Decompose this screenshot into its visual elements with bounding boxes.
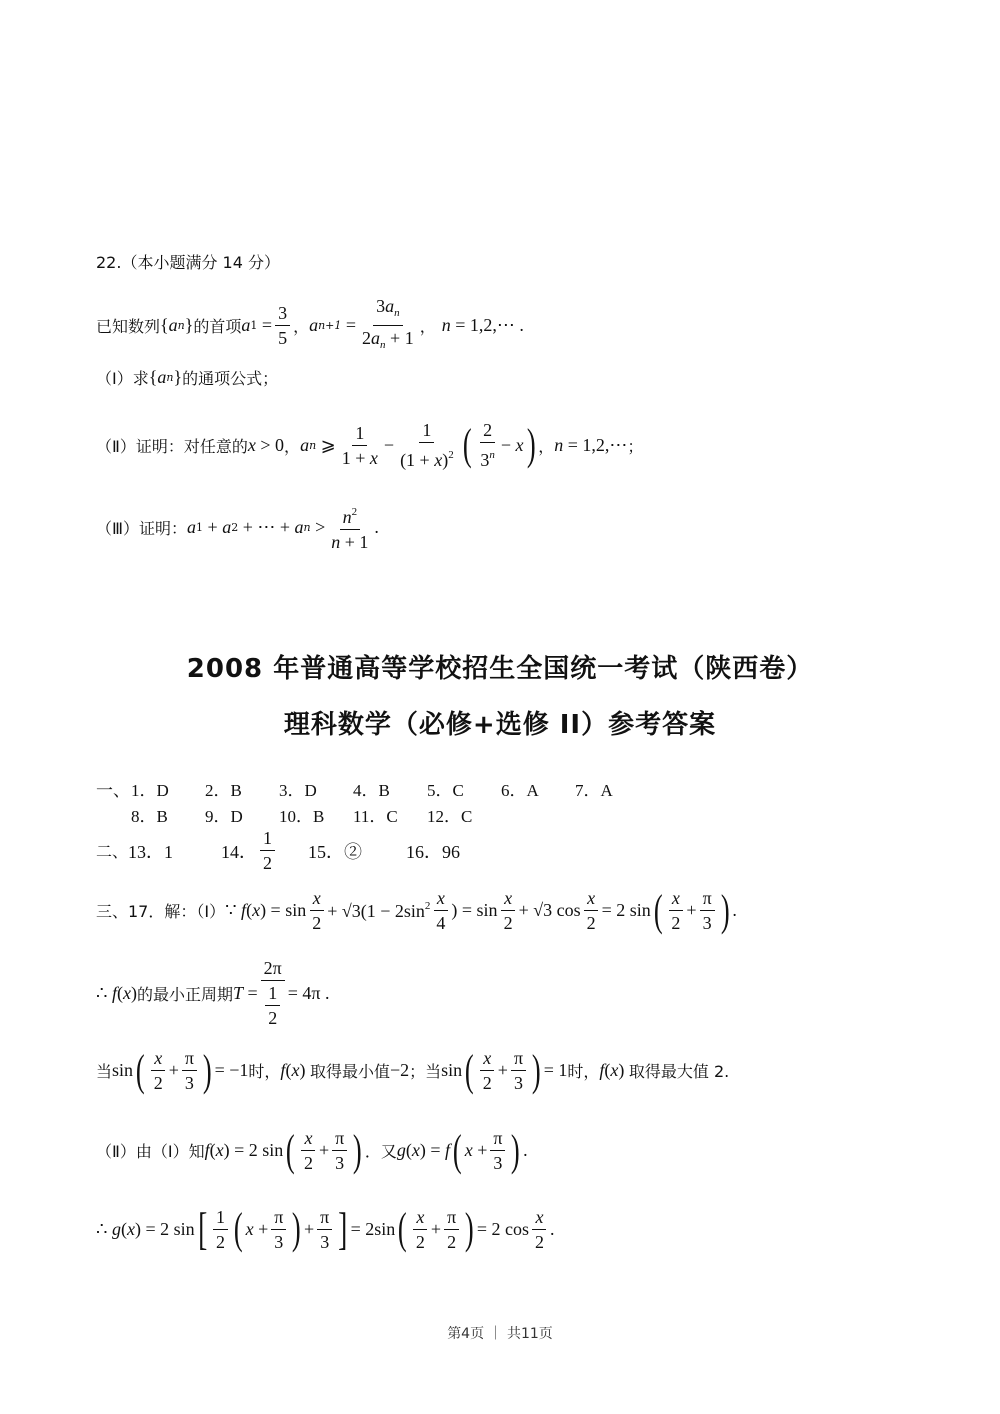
answer-9: 9．D — [205, 807, 243, 826]
section2-row: 二、 13．1 14． $\frac{1}{2}$ 15．② 16．96 — [96, 828, 461, 873]
answer-title-line2: 理科数学（必修+选修 II）参考答案 — [283, 710, 717, 740]
problem-22-part2: （Ⅱ）证明：对任意的 x > 0 ， a n ⩾ $\frac{1}{1 + x}$ − $\frac{1}{(1 + x)^2}$ ( $\frac{2}{3^n}$ − x ) ， n = 1,2,⋯ ； — [96, 420, 644, 470]
section1-label: 一、 — [96, 781, 130, 800]
solution17-part2: （Ⅱ）由（Ⅰ）知 f (x) = 2 sin ( $\frac{x}{2}$ + $\frac{\pi}{3}$ ) ．又 g (x) = f ( x + $\frac{\pi}{3}$ ) . — [96, 1125, 528, 1175]
answer-1: 1．D — [131, 781, 169, 800]
solution17-line1: 三、17．解：（Ⅰ） ∵ f (x) = sin $\frac{x}{2}$ + $√3(1 - 2\sin^2$ $\frac{x}{4}$ ) = sin $\frac{x}{2}$ + √3 cos $\frac{x}{2}$ = 2 sin ( $\frac{x}{2}$ + $\frac{\pi}{3}$ ) . — [96, 885, 737, 935]
problem-22-given: 已知数列 { a n } 的首项 a 1 = $\frac{3}{5}$ ， a n+1 = $\frac{3a_n}{2a_n + 1}$ ， n = 1,2,⋯ . — [96, 296, 524, 351]
answer-6: 6．A — [501, 781, 539, 800]
problem-22-part3: （Ⅲ）证明： a 1 + a 2 + ⋯ + a n > $\frac{n^2}{n + 1}$ . — [96, 502, 379, 552]
answer-2: 2．B — [205, 781, 242, 800]
answer-13: 13．1 — [128, 841, 174, 862]
problem-22-part1: （Ⅰ）求 { a n } 的通项公式； — [96, 367, 279, 388]
answer-11: 11．C — [353, 807, 398, 826]
answer-8: 8．B — [131, 807, 168, 826]
answer-10: 10．B — [279, 807, 325, 826]
solution17-extrema: 当 sin ( $\frac{x}{2}$ + $\frac{\pi}{3}$ ) = −1 时， f (x) 取得最小值 −2 ；当 sin ( $\frac{x}{2}$ + $\frac{\pi}{3}$ ) = 1 时， f (x) 取得最大值 2. — [96, 1045, 730, 1095]
answer-title-line1: 2008 年普通高等学校招生全国统一考试（陕西卷） — [186, 654, 814, 684]
solution17-g: ∴ g (x) = 2 sin [ $\frac{1}{2}$ ( x + $\frac{\pi}{3}$ ) + $\frac{\pi}{3}$ ] = 2sin ( $\frac{x}{2}$ + $\frac{\pi}{2}$ ) = 2 cos $\frac{x}{2}$ . — [96, 1203, 555, 1254]
page-footer: 第4页 ｜ 共11页 — [447, 1326, 553, 1342]
answer-4: 4．B — [353, 781, 390, 800]
answer-7: 7．A — [575, 781, 613, 800]
answer-14-label: 14． — [221, 841, 258, 862]
answer-16: 16．96 — [406, 841, 461, 862]
problem-header-text: 22.（本小题满分 14 分） — [96, 253, 280, 272]
answer-12: 12．C — [427, 807, 473, 826]
answer-3: 3．D — [279, 781, 317, 800]
answer-15: 15．② — [308, 841, 363, 862]
answer-5: 5．C — [427, 781, 464, 800]
solution17-period: ∴ f (x) 的最小正周期 T = $\frac{2\pi}{\frac{1}{2}}$ = 4π . — [96, 958, 330, 1028]
problem-22-header — [96, 250, 280, 273]
